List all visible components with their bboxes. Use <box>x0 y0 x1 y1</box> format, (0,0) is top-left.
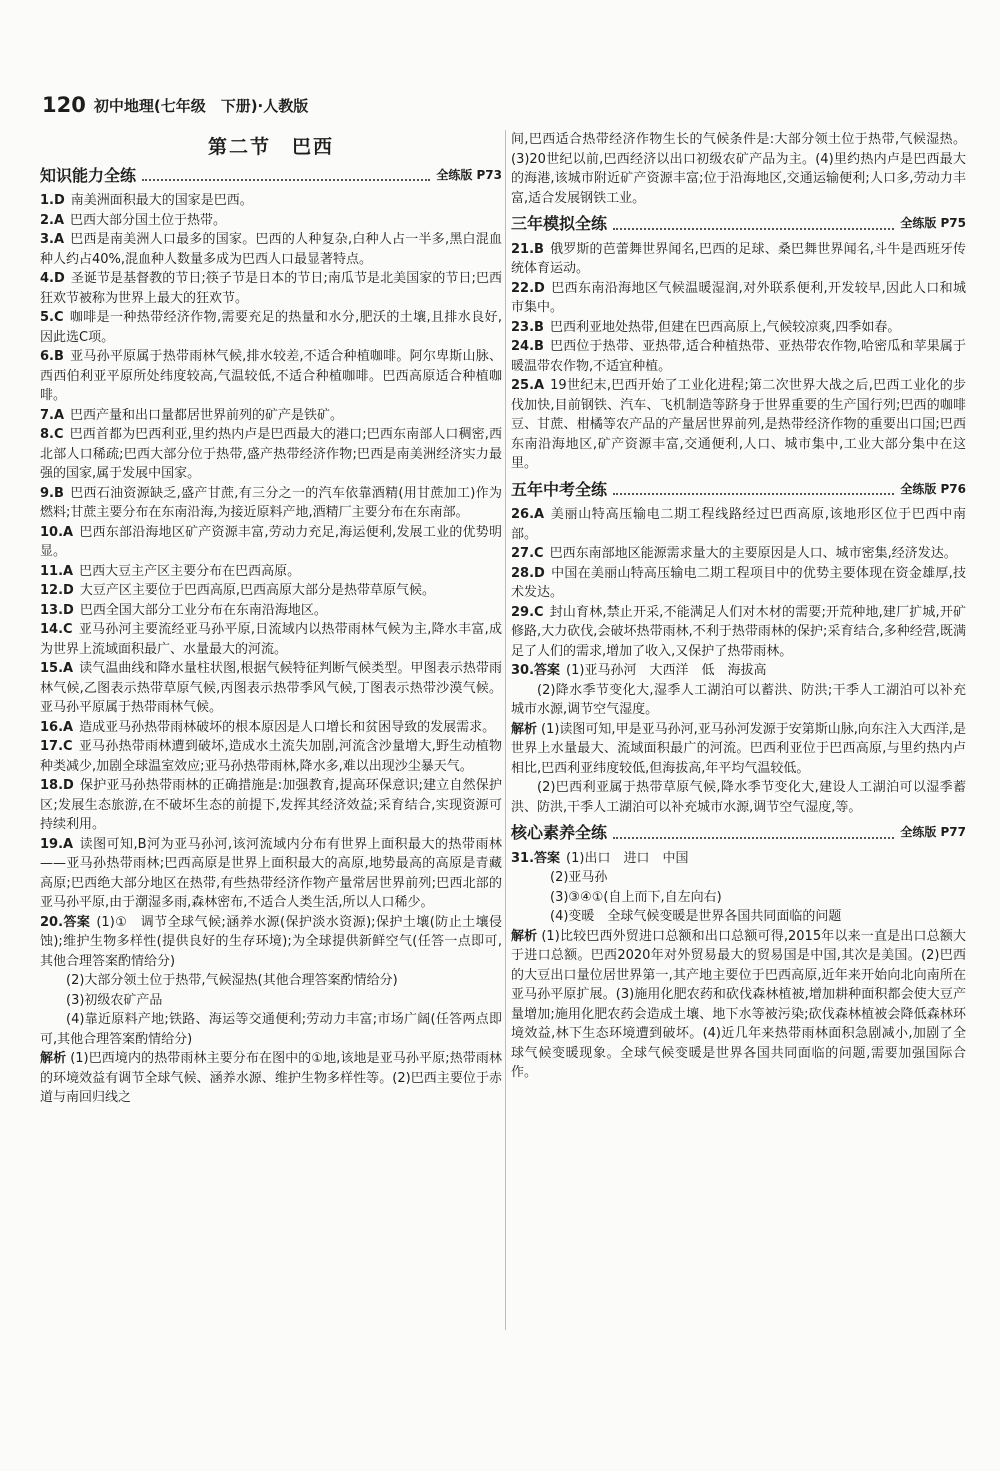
section-reference: 全练版 P77 <box>900 825 966 839</box>
answer-item <box>40 347 502 406</box>
answer-explanation: 美丽山特高压输电二期工程线路经过巴西高原,该地形区位于巴西中南部。 <box>511 507 966 542</box>
answer-item <box>511 337 966 376</box>
answer-item <box>40 718 502 738</box>
answer-number: 6.B <box>40 349 64 364</box>
answer-item <box>511 505 966 544</box>
answer-explanation: 读图可知,B河为亚马孙河,该河流域内分布有世界上面积最大的热带雨林——亚马孙热带雨林;巴西高原是世界上面积最大的高原,地势最高的高原是青藏高原;巴西绝大部分地区在热带,有些热带经济作物产量常居世界前列;巴西北部的亚马孙平原,由于潮湿多雨,森林密布,不适合人类生活,所以人口稀少。 <box>40 836 502 910</box>
answer-number: 9.B <box>40 485 64 501</box>
answer-explanation: 巴西是南美洲人口最多的国家。巴西的人种复杂,白种人占一半多,黑白混血种人约占40%,混血种人数量多成为巴西人口最显著特点。 <box>40 232 502 267</box>
answer-label: 30.答案 <box>511 663 561 678</box>
answer-explanation: 亚马孙平原属于热带雨林气候,排水较差,不适合种植咖啡。阿尔卑斯山脉、西西伯利亚平原所处纬度较高,气温较低,不适合种植咖啡。巴西高原适合种植咖啡。 <box>40 349 502 403</box>
page-number: 120 <box>42 93 86 117</box>
answer-explanation: 大豆产区主要位于巴西高原,巴西高原大部分是热带草原气候。 <box>79 583 435 598</box>
answer-30-part2: (2)降水季节变化大,湿季人工湖泊可以蓄洪、防洪;干季人工湖泊可以补充城市水源,调节空气湿度。 <box>511 682 966 717</box>
section-name: 知识能力全练 <box>40 165 137 185</box>
answer-explanation: 巴西利亚地处热带,但建在巴西高原上,气候较凉爽,四季如春。 <box>549 319 901 335</box>
answer-number: 10.A <box>40 524 74 540</box>
analysis-label: 解析 <box>511 721 538 737</box>
answer-explanation: 巴西东南部地区能源需求量大的主要原因是人口、城市密集,经济发达。 <box>549 546 957 561</box>
answer-explanation: 巴西产量和出口量都居世界前列的矿产是铁矿。 <box>70 407 344 423</box>
answer-item <box>511 564 966 603</box>
answer-number: 8.C <box>40 427 64 442</box>
answer-explanation: 巴西大豆主产区主要分布在巴西高原。 <box>79 563 301 579</box>
answer-list-five-year <box>511 505 966 661</box>
answer-item <box>40 776 502 835</box>
section-header-knowledge <box>40 166 502 186</box>
answer-number: 12.D <box>40 583 74 598</box>
answer-number: 11.A <box>40 563 74 579</box>
answer-item <box>511 279 966 318</box>
answer-explanation: 亚马孙热带雨林遭到破坏,造成水土流失加剧,河流含沙量增大,野生动植物种类减少,加剧全球温室效应;亚马孙热带雨林,降水多,难以出现沙尘暴天气。 <box>40 739 502 774</box>
answer-20-part2: (2)大部分领土位于热带,气候湿热(其他合理答案酌情给分) <box>66 973 398 988</box>
answer-explanation: 南美洲面积最大的国家是巴西。 <box>70 193 253 208</box>
answer-number: 4.D <box>40 271 65 286</box>
answer-number: 7.A <box>40 407 65 423</box>
section-reference: 全练版 P75 <box>900 216 966 230</box>
section-name: 核心素养全练 <box>511 823 608 842</box>
answer-text: (1)出口 进口 中国 <box>566 850 689 866</box>
answer-number: 27.C <box>511 546 544 561</box>
answer-number: 25.A <box>511 378 545 393</box>
answer-number: 14.C <box>40 622 73 637</box>
answer-explanation: 巴西全国大部分工业分布在东南沿海地区。 <box>79 602 327 618</box>
answer-item <box>40 269 502 308</box>
answer-31 <box>511 849 966 869</box>
answer-item <box>40 191 502 211</box>
answer-explanation: 巴西位于热带、亚热带,适合种植热带、亚热带农作物,哈密瓜和苹果属于暖温带农作物,不适宜种植。 <box>511 339 966 374</box>
page-header <box>42 88 308 122</box>
answer-item <box>40 581 502 601</box>
answer-number: 26.A <box>511 507 545 522</box>
analysis-30-part2: (2)巴西利亚属于热带草原气候,降水季节变化大,建设人工湖泊可以湿季蓄洪、防洪,干季人工湖泊可以补充城市水源,调节空气湿度,等。 <box>511 780 966 815</box>
answer-text: (1)亚马孙河 大西洋 低 海拔高 <box>566 663 767 678</box>
answer-explanation: 造成亚马孙热带雨林破坏的根本原因是人口增长和贫困导致的发展需求。 <box>79 719 496 735</box>
answer-number: 28.D <box>511 565 545 581</box>
answer-label: 31.答案 <box>511 850 561 866</box>
answer-number: 23.B <box>511 319 544 335</box>
answer-number: 19.A <box>40 836 74 852</box>
answer-explanation: 巴西东南沿海地区气候温暖湿润,对外联系便利,开发较早,因此人口和城市集中。 <box>511 280 966 315</box>
analysis-text: (1)读图可知,甲是亚马孙河,亚马孙河发源于安第斯山脉,向东注入大西洋,是世界上水量最大、流域面积最广的河流。巴西利亚位于巴西高原,与里约热内卢相比,巴西利亚纬度较低,但海拔高,年平均气温较低。 <box>511 721 966 776</box>
answer-number: 3.A <box>40 232 65 247</box>
answer-item <box>40 659 502 718</box>
analysis-20-continued: 间,巴西适合热带经济作物生长的气候条件是:大部分领土位于热带,气候湿热。(3)20世纪以前,巴西经济以出口初级农矿产品为主。(4)里约热内卢是巴西最大的海港,该城市附近矿产资源丰富;位于沿海地区,交通运输便利;人口多,劳动力丰富,适合发展钢铁工业。 <box>511 132 966 206</box>
column-divider <box>505 130 506 1330</box>
dotted-leader <box>613 228 894 230</box>
answer-item <box>511 603 966 662</box>
analysis-30 <box>511 720 966 779</box>
answer-item <box>511 376 966 474</box>
answer-number: 1.D <box>40 193 65 208</box>
section-header-five-year <box>511 480 966 500</box>
answer-explanation: 读气温曲线和降水量柱状图,根据气候特征判断气候类型。甲图表示热带雨林气候,乙图表示热带草原气候,丙图表示热带季风气候,丁图表示热带沙漠气候。亚马孙平原属于热带雨林气候。 <box>40 661 502 715</box>
section-title: 第二节 巴西 <box>207 136 334 158</box>
answer-number: 16.A <box>40 719 74 735</box>
dotted-leader <box>142 179 430 181</box>
section-header-three-year <box>511 214 966 234</box>
answer-31-part4: (4)变暖 全球气候变暖是世界各国共同面临的问题 <box>550 909 842 924</box>
answer-item <box>511 544 966 564</box>
section-name: 三年模拟全练 <box>511 214 608 233</box>
answer-number: 2.A <box>40 212 65 228</box>
answer-item <box>511 318 966 338</box>
answer-item <box>40 211 502 231</box>
section-name: 五年中考全练 <box>511 479 608 499</box>
answer-item <box>40 308 502 347</box>
answer-number: 15.A <box>40 661 74 676</box>
answer-number: 22.D <box>511 280 545 296</box>
answer-explanation: 封山育林,禁止开采,不能满足人们对木材的需要;开荒种地,建厂扩城,开矿修路,大力砍伐,会破坏热带雨林,不利于热带雨林的保护;采育结合,多种经营,既满足了人们的需求,增加了收入,又保护了热带雨林。 <box>511 604 966 659</box>
answer-label: 20.答案 <box>40 914 91 930</box>
section-reference: 全练版 P76 <box>900 481 966 496</box>
analysis-20 <box>40 1049 502 1108</box>
answer-number: 24.B <box>511 339 544 354</box>
answer-item <box>40 230 502 269</box>
answer-item <box>40 406 502 426</box>
analysis-text: (1)比较巴西外贸进口总额和出口总额可得,2015年以来一直是出口总额大于进口总额。巴西2020年对外贸易最大的贸易国是中国,其次是美国。(2)巴西的大豆出口量位居世界第一,其产地主要位于巴西高原,近年来开始向北向南所在亚马孙平原扩展。(3)施用化肥农药和砍伐森林植被,增加耕种面积都会使大豆产量增加;施用化肥农药会造成土壤、地下水等被污染;砍伐森林植被会降低森林环境效益,林下生态环境遭到破坏。(4)近几年来热带雨林面积急剧减小,加剧了全球气候变暖现象。全球气候变暖是世界各国共同面临的问题,需要加强国际合作。 <box>511 928 966 1080</box>
answer-explanation: 19世纪末,巴西开始了工业化进程;第二次世界大战之后,巴西工业化的步伐加快,目前钢铁、汽车、飞机制造等跻身于世界重要的生产国行列;巴西的咖啡豆、甘蔗、柑橘等农产品的产量居世界前列,是热带经济作物的重要出口国;巴西东南沿海地区,矿产资源丰富,交通便利,人口、城市集中,工业大部分集中在这里。 <box>511 378 966 471</box>
answer-explanation: 中国在美丽山特高压输电二期工程项目中的优势主要体现在资金雄厚,技术发达。 <box>511 565 966 600</box>
answer-item <box>40 425 502 484</box>
answer-explanation: 亚马孙河主要流经亚马孙平原,日流域内以热带雨林气候为主,降水丰富,成为世界上流域面积最广、水量最大的河流。 <box>40 622 502 657</box>
left-column <box>40 132 502 1108</box>
analysis-label: 解析 <box>40 1051 67 1066</box>
answer-text: (1)① 调节全球气候;涵养水源(保护淡水资源);保护土壤(防止土壤侵蚀);维护生物多样性(提供良好的生存环境);为全球提供新鲜空气(任答一点即可,其他合理答案酌情给分) <box>40 914 503 969</box>
answer-explanation: 巴西大部分国土位于热带。 <box>70 212 227 228</box>
dotted-leader <box>613 493 894 495</box>
answer-item <box>40 562 502 582</box>
answer-list-three-year <box>511 240 966 474</box>
analysis-31 <box>511 927 966 1083</box>
answer-31-part2: (2)亚马孙 <box>550 870 608 885</box>
answer-explanation: 保护亚马孙热带雨林的正确措施是:加强教育,提高环保意识;建立自然保护区;发展生态旅游,在不破坏生态的前提下,发挥其经济效益;采育结合,实现资源可持续利用。 <box>40 778 502 832</box>
answer-item <box>40 523 502 562</box>
answer-20-part3: (3)初级农矿产品 <box>66 992 163 1008</box>
answer-list-knowledge <box>40 191 502 913</box>
answer-number: 13.D <box>40 602 74 618</box>
section-reference: 全练版 P73 <box>436 167 502 182</box>
answer-number: 29.C <box>511 604 544 620</box>
analysis-label: 解析 <box>511 928 538 944</box>
answer-explanation: 巴西首都为巴西利亚,里约热内卢是巴西最大的港口;巴西东南部人口稠密,西北部人口稀疏;巴西大部分位于热带,盛产热带经济作物;巴西是南美洲经济实力最强的国家,属于发展中国家。 <box>40 427 502 481</box>
answer-number: 5.C <box>40 310 64 325</box>
analysis-text: (1)巴西境内的热带雨林主要分布在图中的①地,该地是亚马孙平原;热带雨林的环境效益有调节全球气候、涵养水源、维护生物多样性等。(2)巴西主要位于赤道与南回归线之 <box>40 1051 502 1105</box>
answer-30 <box>511 661 966 681</box>
answer-explanation: 巴西东部沿海地区矿产资源丰富,劳动力充足,海运便利,发展工业的优势明显。 <box>40 524 502 559</box>
answer-item <box>40 835 502 913</box>
answer-31-part3: (3)③④①(自上而下,自左向右) <box>550 889 722 905</box>
book-title: 初中地理(七年级 下册)·人教版 <box>93 96 309 115</box>
answer-20 <box>40 913 502 972</box>
right-column <box>511 130 966 1083</box>
answer-number: 17.C <box>40 739 73 754</box>
answer-number: 18.D <box>40 778 74 793</box>
answer-item <box>511 240 966 279</box>
answer-explanation: 圣诞节是基督教的节日;筷子节是日本的节日;南瓜节是北美国家的节日;巴西狂欢节被称为世界上最大的狂欢节。 <box>40 271 502 306</box>
answer-explanation: 俄罗斯的芭蕾舞世界闻名,巴西的足球、桑巴舞世界闻名,斗牛是西班牙传统体育运动。 <box>511 241 966 276</box>
answer-item <box>40 484 502 523</box>
answer-20-part4: (4)靠近原料产地;铁路、海运等交通便利;劳动力丰富;市场广阔(任答两点即可,其他合理答案酌情给分) <box>40 1012 502 1047</box>
answer-explanation: 咖啡是一种热带经济作物,需要充足的热量和水分,肥沃的土壤,且排水良好,因此选C项。 <box>40 310 502 345</box>
answer-number: 21.B <box>511 241 544 257</box>
answer-item <box>40 737 502 776</box>
section-header-core-literacy <box>511 823 966 843</box>
answer-item <box>40 620 502 659</box>
dotted-leader <box>613 837 894 839</box>
answer-explanation: 巴西石油资源缺乏,盛产甘蔗,有三分之一的汽车依靠酒精(用甘蔗加工)作为燃料;甘蔗主要分布在东南沿海,为接近原料产地,酒精厂主要分布在东南部。 <box>40 485 502 520</box>
answer-item <box>40 601 502 621</box>
